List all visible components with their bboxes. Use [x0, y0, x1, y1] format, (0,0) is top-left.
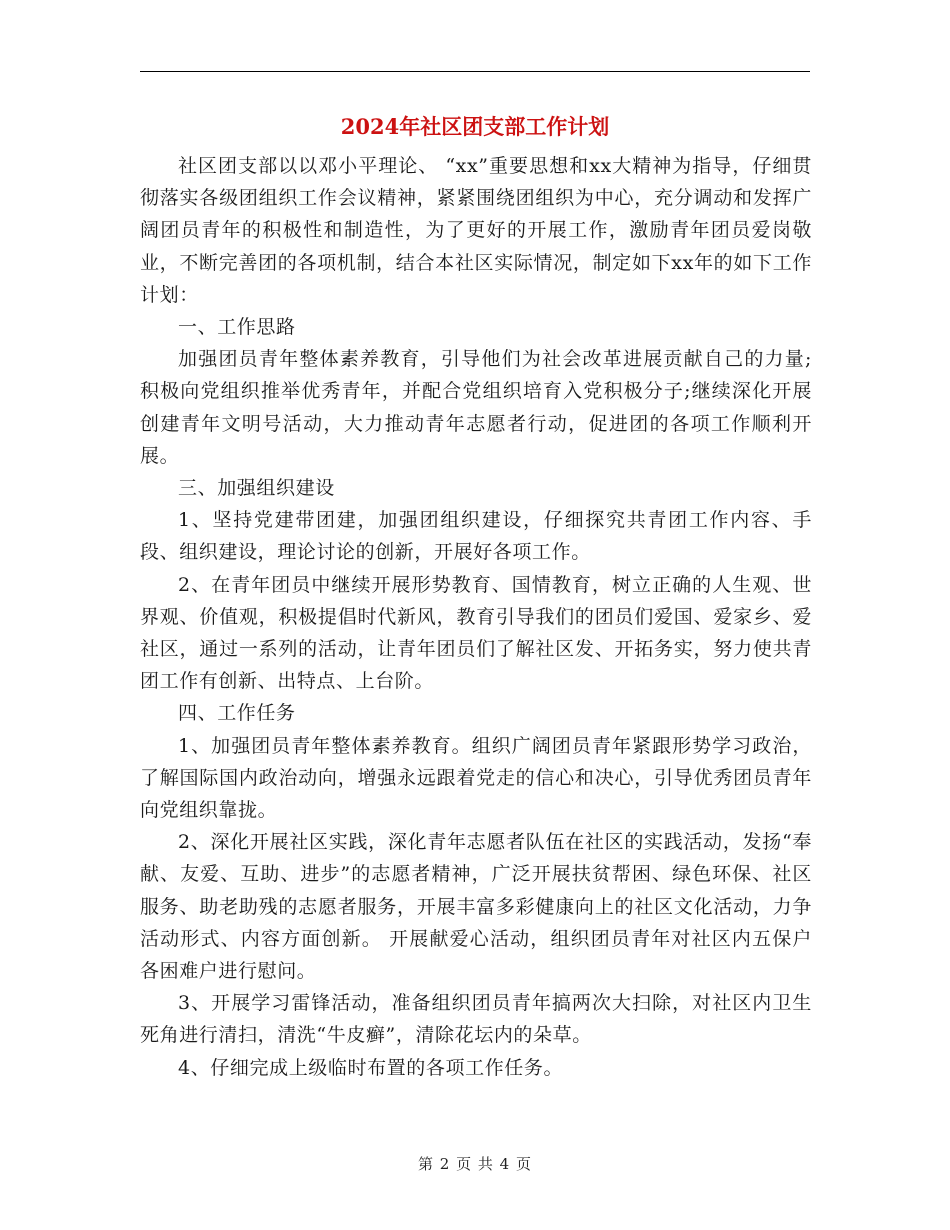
section-heading-tasks: 四、工作任务: [178, 702, 296, 725]
intro-paragraph: 社区团支部以以邓小平理论、 “xx”重要思想和xx大精神为指导，仔细贯彻落实各级团组织工作会议精神，紧紧围绕团组织为中心，充分调动和发挥广阔团员青年的积极性和制造性，为了更好的开展工作，激励青年团员爱岗敬业，不断完善团的各项机制，结合本社区实际情况，制定如下xx年的如下工作计划：: [140, 155, 812, 306]
document-body: [140, 150, 812, 1084]
work-ideas-paragraph: 加强团员青年整体素养教育，引导他们为社会改革进展贡献自己的力量;积极向党组织推举优秀青年，并配合党组织培育入党积极分子;继续深化开展创建青年文明号活动，大力推动青年志愿者行动，促进团的各项工作顺利开展。: [140, 348, 812, 467]
task-item-4: 4、仔细完成上级临时布置的各项工作任务。: [178, 1056, 564, 1079]
organization-item-2: 2、在青年团员中继续开展形势教育、国情教育，树立正确的人生观、世界观、价值观，积极提倡时代新风，教育引导我们的团员们爱国、爱家乡、爱社区，通过一系列的活动，让青年团员们了解社区发、开拓务实，努力使共青团工作有创新、出特点、上台阶。: [140, 573, 812, 693]
task-item-1: 1、加强团员青年整体素养教育。组织广阔团员青年紧跟形势学习政治，了解国际国内政治动向，增强永远跟着党走的信心和决心，引导优秀团员青年向党组织靠拢。: [140, 734, 812, 822]
task-item-2: 2、深化开展社区实践，深化青年志愿者队伍在社区的实践活动，发扬“奉献、友爱、互助、进步”的志愿者精神，广泛开展扶贫帮困、绿色环保、社区服务、助老助残的志愿者服务，开展丰富多彩健康向上的社区文化活动，力争活动形式、内容方面创新。 开展献爱心活动，组织团员青年对社区内五保户各困难户进行慰问。: [140, 831, 812, 983]
organization-item-1: 1、坚持党建带团建，加强团组织建设，仔细探究共青团工作内容、手段、组织建设，理论讨论的创新，开展好各项工作。: [140, 509, 812, 564]
section-heading-work-ideas: 一、工作思路: [178, 316, 296, 339]
page-number-footer: 第 2 页 共 4 页: [418, 1155, 532, 1173]
header-rule: [140, 71, 810, 72]
section-heading-organization: 三、加强组织建设: [178, 477, 335, 500]
document-title: 2024年社区团支部工作计划: [340, 114, 610, 139]
task-item-3: 3、开展学习雷锋活动，准备组织团员青年搞两次大扫除，对社区内卫生死角进行清扫，清洗“牛皮癣”，清除花坛内的朵草。: [140, 992, 812, 1047]
